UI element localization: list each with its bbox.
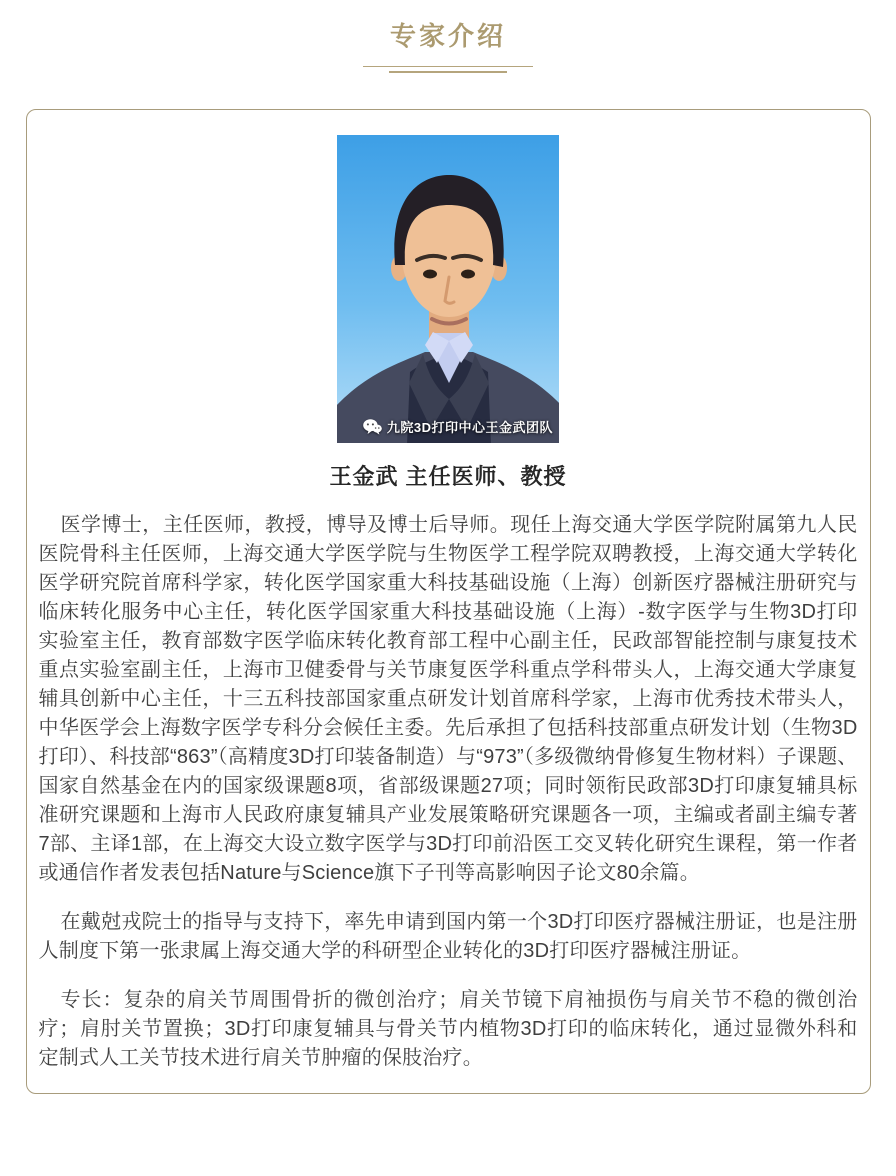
bio-paragraph-positions: 医学博士，主任医师，教授，博导及博士后导师。现任上海交通大学医学院附属第九人民医院骨科主任医师，上海交通大学医学院与生物医学工程学院双聘教授，上海交通大学转化医学研究院首席科学家，转化医学国家重大科技基础设施（上海）创新医疗器械注册研究与临床转化服务中心主任，转化医学国家重大科技基础设施（上海）-数字医学与生物3D打印实验室主任，教育部数字医学临床转化教育部工程中心副主任，民政部智能控制与康复技术重点实验室副主任，上海市卫健委骨与关节康复医学科重点学科带头人，上海交通大学康复辅具创新中心主任，十三五科技部国家重点研发计划首席科学家，上海市优秀技术带头人，中华医学会上海数字医学专科分会候任主委。先后承担了包括科技部重点研发计划（生物3D打印）、科技部“863”（高精度3D打印装备制造）与“973”（多级微纳骨修复生物材料）子课题、国家自然基金在内的国家级课题8项，省部级课题27项；同时领衔民政部3D打印康复辅具标准研究课题和上海市人民政府康复辅具产业发展策略研究课题各一项，主编或者副主编专著7部、主译1部，在上海交大设立数字医学与3D打印前沿医工交叉转化研究生课程，第一作者或通信作者发表包括Nature与Science旗下子刊等高影响因子论文80余篇。 xyxy=(38,514,858,884)
bio-paragraph-certificate: 在戴尅戎院士的指导与支持下，率先申请到国内第一个3D打印医疗器械注册证，也是注册人制度下第一张隶属上海交通大学的科研型企业转化的3D打印医疗器械注册证。 xyxy=(38,911,858,962)
expert-name-title: 王金武 主任医师、教授 xyxy=(329,464,567,489)
portrait-illustration xyxy=(337,135,559,443)
expert-photo xyxy=(337,135,559,443)
photo-watermark xyxy=(363,417,553,436)
expert-card xyxy=(26,109,871,1094)
expert-bio xyxy=(39,511,858,1073)
wechat-icon xyxy=(363,419,382,435)
photo-watermark-text: 九院3D打印中心王金武团队 xyxy=(386,420,553,435)
title-underline-long xyxy=(363,66,533,67)
article-header xyxy=(0,0,896,73)
title-underline-short xyxy=(389,71,507,73)
bio-paragraph-expertise: 专长：复杂的肩关节周围骨折的微创治疗；肩关节镜下肩袖损伤与肩关节不稳的微创治疗；肩肘关节置换；3D打印康复辅具与骨关节内植物3D打印的临床转化，通过显微外科和定制式人工关节技术进行肩关节肿瘤的保肢治疗。 xyxy=(38,989,858,1069)
page-title: 专家介绍 xyxy=(389,21,506,51)
